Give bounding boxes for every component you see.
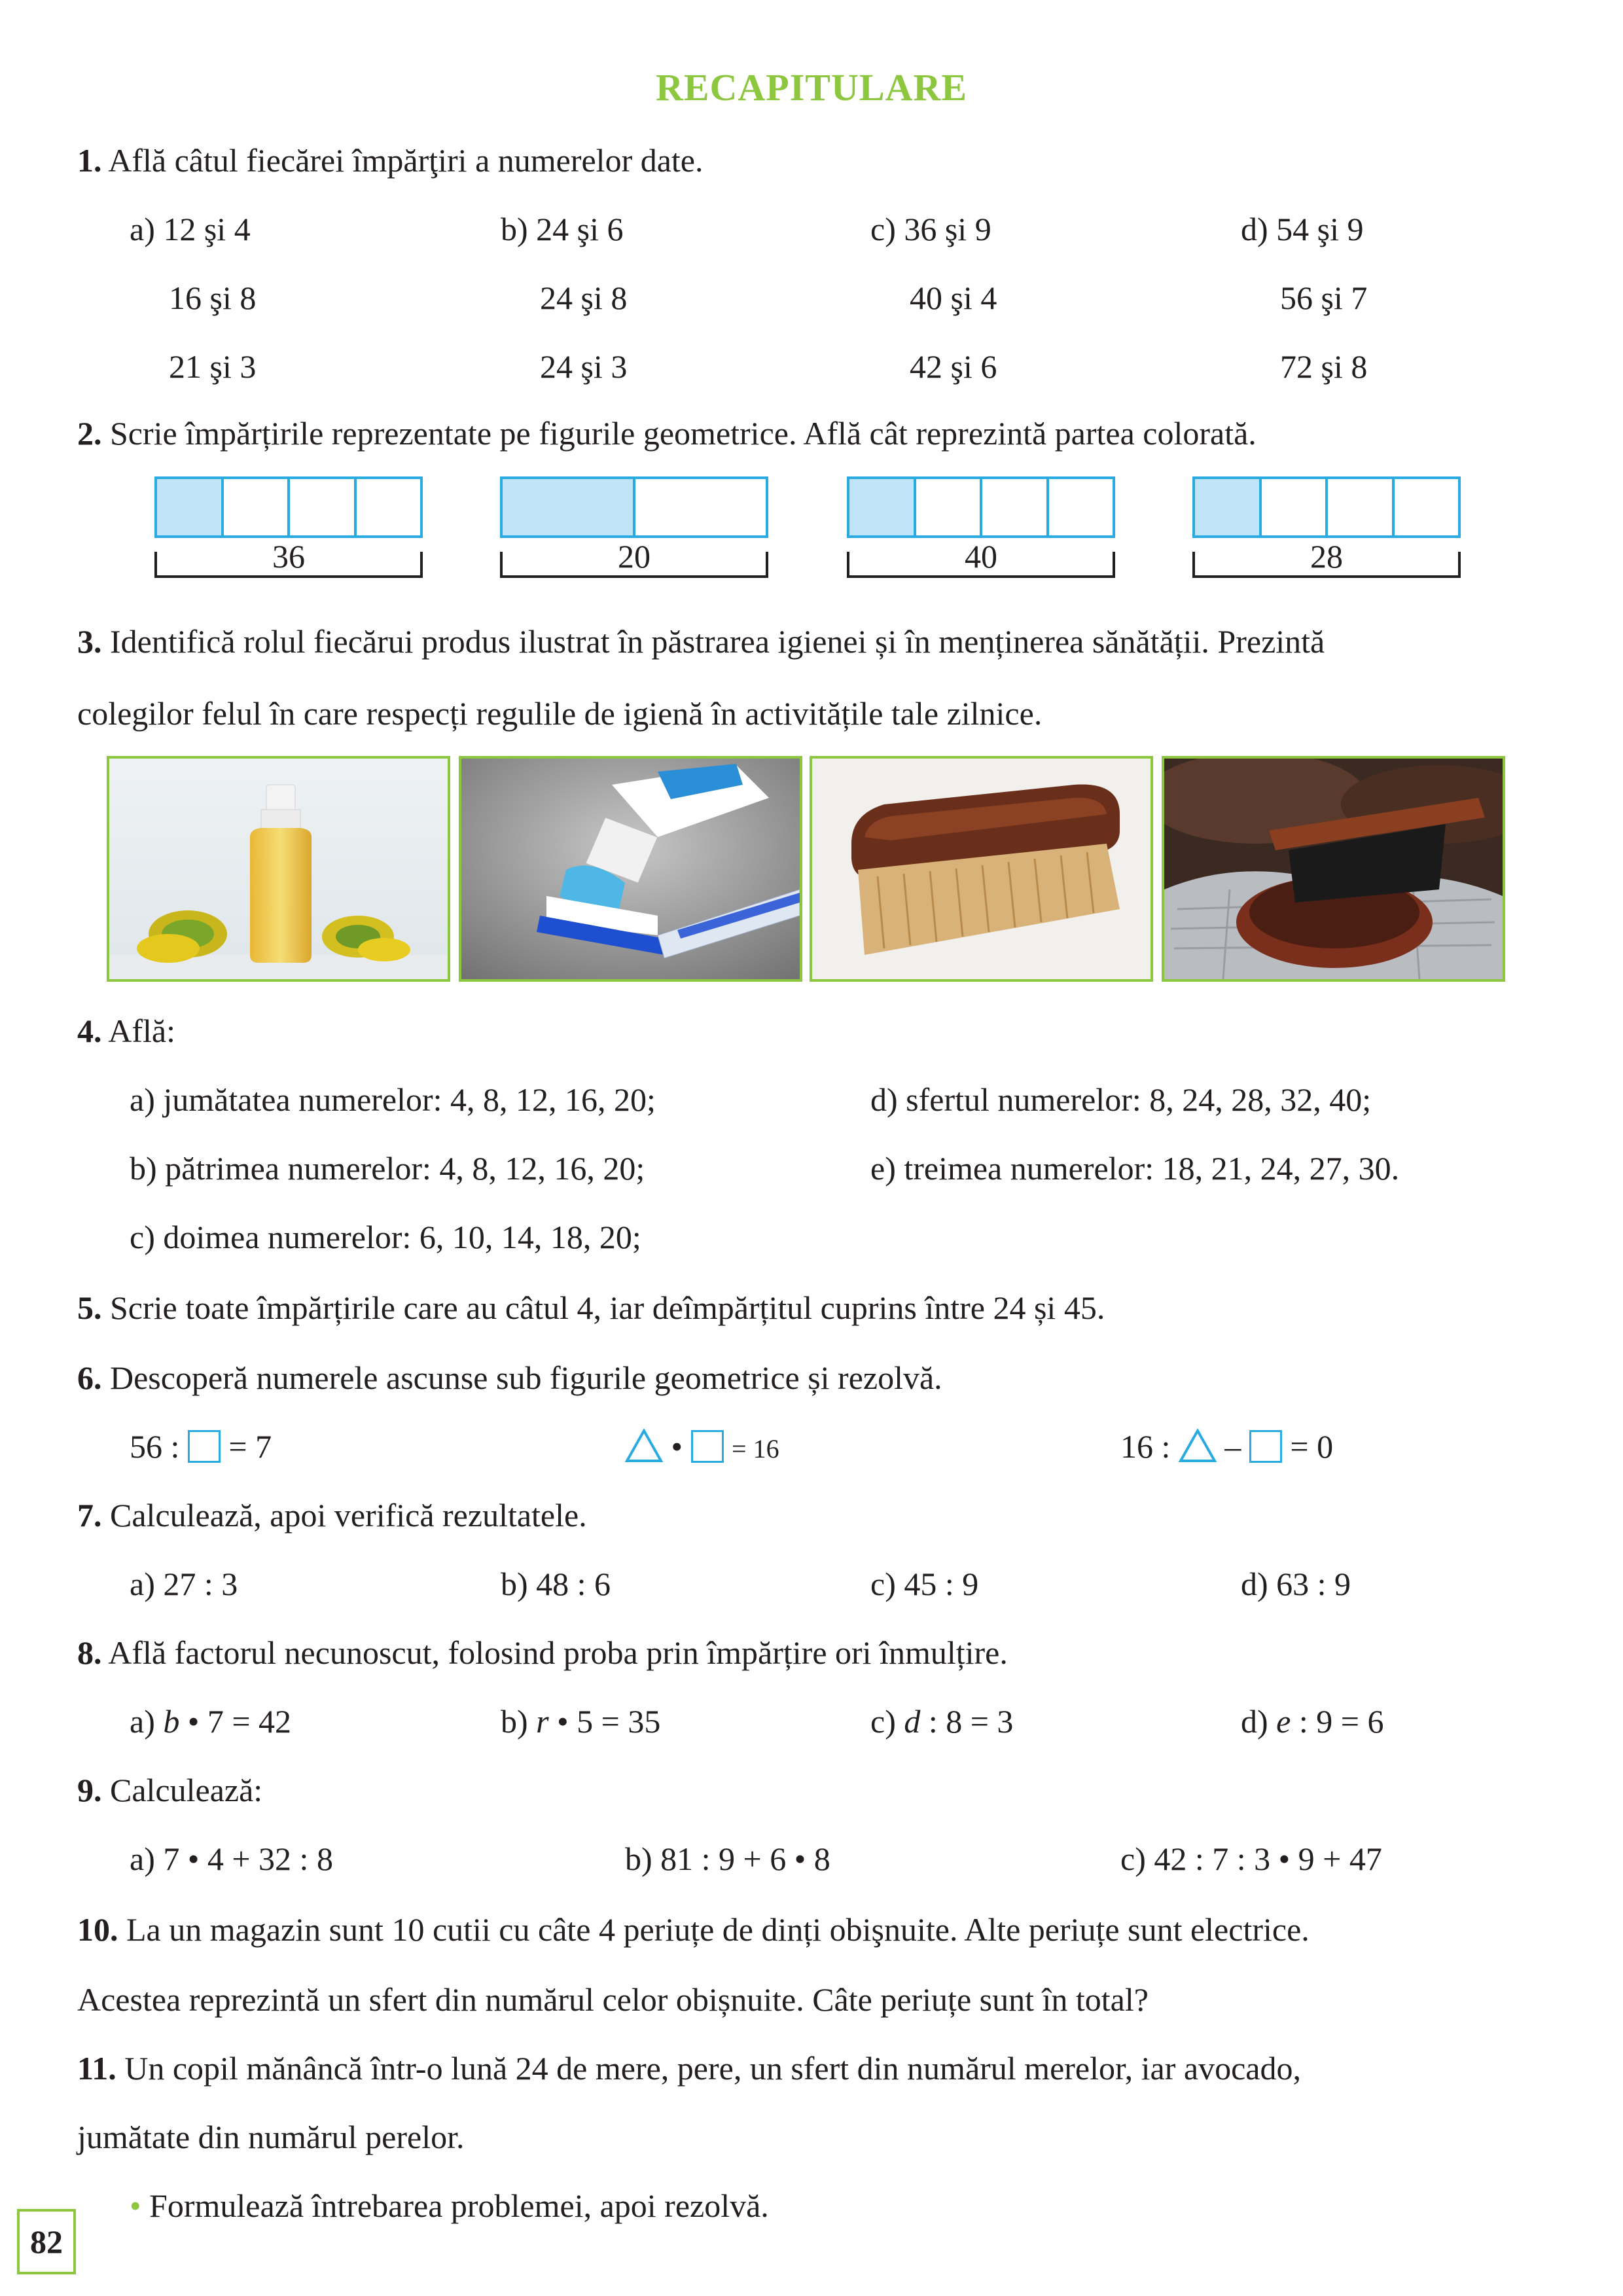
exercise-text: Află factorul necunoscut, folosind proba prin împărțire ori înmulțire. <box>108 1634 1008 1671</box>
exercise-11-task <box>130 2186 769 2225</box>
bar-cell-colored <box>157 479 224 535</box>
hidden-number-triangle <box>1179 1429 1217 1463</box>
pair: a) 12 şi 4 <box>130 211 251 247</box>
exercise-text: Calculează: <box>110 1772 263 1808</box>
exercise-text: Un copil mănâncă într-o lună 24 de mere, pere, un sfert din numărul merelor, iar avocado, <box>124 2050 1301 2087</box>
exercise-3-line-2: colegilor felul în care respecți regulile de igienă în activitățile tale zilnice. <box>77 695 1043 732</box>
exercise-1-column-d <box>1241 209 1367 386</box>
exercise-number: 10. <box>77 1911 118 1948</box>
exercise-number: 8. <box>77 1634 102 1671</box>
exercise-number: 4. <box>77 1013 102 1049</box>
bar-cell <box>982 479 1049 535</box>
equation-right: = 0 <box>1290 1428 1334 1465</box>
exercise-number: 3. <box>77 623 102 660</box>
exercise-11-line-2: jumătate din numărul perelor. <box>77 2119 465 2155</box>
exercise-7-item: d) 63 : 9 <box>1241 1566 1351 1602</box>
exercise-1-heading <box>77 141 704 180</box>
unknown-variable: b <box>163 1703 180 1740</box>
fraction-bar-4 <box>1192 476 1461 538</box>
bar-cell <box>1395 479 1459 535</box>
shoe-polish-photo <box>1162 756 1505 982</box>
exercise-4-item-d: d) sfertul numerelor: 8, 24, 28, 32, 40; <box>870 1081 1372 1118</box>
bar-cell-colored <box>1195 479 1262 535</box>
exercise-9-item: c) 42 : 7 : 3 • 9 + 47 <box>1120 1840 1382 1877</box>
bar-cell-colored <box>849 479 916 535</box>
equation-right: = 7 <box>228 1428 272 1465</box>
page-number: 82 <box>17 2209 76 2274</box>
item-expression: : 8 = 3 <box>920 1703 1014 1740</box>
item-expression: : 9 = 6 <box>1291 1703 1384 1740</box>
exercise-text: Descoperă numerele ascunse sub figurile geometrice și rezolvă. <box>110 1359 942 1396</box>
item-label: a) <box>130 1703 164 1740</box>
bar-cell <box>357 479 421 535</box>
exercise-4-item-a: a) jumătatea numerelor: 4, 8, 12, 16, 20; <box>130 1081 656 1118</box>
equation-2 <box>625 1427 779 1469</box>
exercise-text: Scrie împărțirile reprezentate pe figurile geometrice. Află cât reprezintă partea colorată. <box>110 415 1257 452</box>
equation-3 <box>1120 1427 1333 1466</box>
exercise-number: 2. <box>77 415 102 452</box>
pair: 42 şi 6 <box>910 348 997 385</box>
minus-sign: – <box>1224 1428 1241 1465</box>
item-expression: • 7 = 42 <box>179 1703 292 1740</box>
exercise-1-column-a <box>130 209 256 386</box>
exercise-4-item-c: c) doimea numerelor: 6, 10, 14, 18, 20; <box>130 1219 641 1255</box>
exercise-number: 7. <box>77 1497 102 1534</box>
exercise-5 <box>77 1288 1105 1327</box>
bar-cell <box>635 479 766 535</box>
exercise-7-item: a) 27 : 3 <box>130 1566 238 1602</box>
oil-bottle-photo <box>107 756 450 982</box>
item-label: b) <box>501 1703 537 1740</box>
pair: 21 şi 3 <box>169 348 257 385</box>
exercise-11-line-1 <box>77 2049 1301 2088</box>
pair: 24 şi 8 <box>540 279 628 316</box>
exercise-text: Află câtul fiecărei împărţiri a numerelor date. <box>108 142 704 179</box>
exercise-8-item <box>1241 1702 1383 1741</box>
exercise-8-heading <box>77 1633 1008 1672</box>
unknown-variable: r <box>536 1703 549 1740</box>
exercise-text: Scrie toate împărțirile care au câtul 4, iar deîmpărțitul cuprins între 24 și 45. <box>110 1289 1105 1326</box>
total-value-4: 28 <box>1310 538 1343 575</box>
pair: 24 şi 3 <box>540 348 628 385</box>
item-label: d) <box>1241 1703 1277 1740</box>
equation-left: 56 : <box>130 1428 180 1465</box>
pair: 72 şi 8 <box>1280 348 1368 385</box>
hidden-number-square <box>691 1430 724 1463</box>
fraction-bar-2 <box>500 476 768 538</box>
pair: d) 54 şi 9 <box>1241 211 1364 247</box>
pair: 40 şi 4 <box>910 279 997 316</box>
exercise-1-column-c <box>870 209 997 386</box>
equation-left: 16 : <box>1120 1428 1171 1465</box>
hidden-number-square <box>188 1430 221 1463</box>
exercise-text: Identifică rolul fiecărui produs ilustrat în păstrarea igienei și în menținerea sănătății. Prezintă <box>110 623 1325 660</box>
exercise-1-column-b <box>501 209 627 386</box>
hidden-number-triangle <box>625 1429 663 1463</box>
exercise-9-heading <box>77 1770 262 1810</box>
exercise-8-item <box>130 1702 291 1741</box>
bar-cell <box>916 479 983 535</box>
exercise-10-line-2: Acestea reprezintă un sfert din numărul celor obișnuite. Câte periuțe sunt în total? <box>77 1981 1149 2018</box>
exercise-7-item: b) 48 : 6 <box>501 1566 611 1602</box>
exercise-number: 1. <box>77 142 102 179</box>
item-expression: • 5 = 35 <box>548 1703 661 1740</box>
fraction-bar-3 <box>847 476 1115 538</box>
exercise-8-item <box>870 1702 1013 1741</box>
hidden-number-square <box>1249 1430 1282 1463</box>
exercise-number: 6. <box>77 1359 102 1396</box>
exercise-2-heading <box>77 414 1257 453</box>
exercise-3-heading <box>77 622 1325 661</box>
exercise-10-line-1 <box>77 1910 1310 1949</box>
page-title: RECAPITULARE <box>655 66 968 109</box>
bullet-icon: • <box>130 2187 141 2224</box>
equation-1 <box>130 1427 272 1466</box>
exercise-6-heading <box>77 1358 942 1397</box>
exercise-number: 11. <box>77 2050 116 2087</box>
exercise-7-item: c) 45 : 9 <box>870 1566 979 1602</box>
fraction-bar-1 <box>154 476 423 538</box>
bar-cell <box>1049 479 1113 535</box>
unknown-variable: d <box>904 1703 921 1740</box>
exercise-number: 9. <box>77 1772 102 1808</box>
bar-cell <box>224 479 291 535</box>
exercise-9-item: a) 7 • 4 + 32 : 8 <box>130 1840 333 1877</box>
exercise-9-item: b) 81 : 9 + 6 • 8 <box>625 1840 830 1877</box>
task-text: Formulează întrebarea problemei, apoi rezolvă. <box>149 2187 769 2224</box>
wooden-brush-photo <box>810 756 1153 982</box>
pair: b) 24 şi 6 <box>501 211 624 247</box>
bar-cell-colored <box>503 479 635 535</box>
multiply-sign: • <box>671 1428 683 1465</box>
item-label: c) <box>870 1703 904 1740</box>
pair: 16 şi 8 <box>169 279 257 316</box>
exercise-4-heading <box>77 1011 175 1050</box>
exercise-text: La un magazin sunt 10 cutii cu câte 4 periuțe de dinți obişnuite. Alte periuțe sunt electrice. <box>126 1911 1310 1948</box>
pair: c) 36 şi 9 <box>870 211 991 247</box>
exercise-4-item-b: b) pătrimea numerelor: 4, 8, 12, 16, 20; <box>130 1150 645 1187</box>
total-value-3: 40 <box>965 538 997 575</box>
total-value-1: 36 <box>272 538 305 575</box>
exercise-number: 5. <box>77 1289 102 1326</box>
exercise-4-item-e: e) treimea numerelor: 18, 21, 24, 27, 30. <box>870 1150 1400 1187</box>
pair: 56 şi 7 <box>1280 279 1368 316</box>
bar-cell <box>290 479 357 535</box>
equation-right: = 16 <box>732 1434 779 1463</box>
exercise-8-item <box>501 1702 660 1741</box>
bar-cell <box>1262 479 1329 535</box>
toothbrush-toothpaste-photo <box>459 756 802 982</box>
exercise-text: Află: <box>108 1013 175 1049</box>
exercise-7-heading <box>77 1496 587 1535</box>
bar-cell <box>1328 479 1395 535</box>
exercise-text: Calculează, apoi verifică rezultatele. <box>110 1497 587 1534</box>
unknown-variable: e <box>1276 1703 1291 1740</box>
total-value-2: 20 <box>618 538 651 575</box>
